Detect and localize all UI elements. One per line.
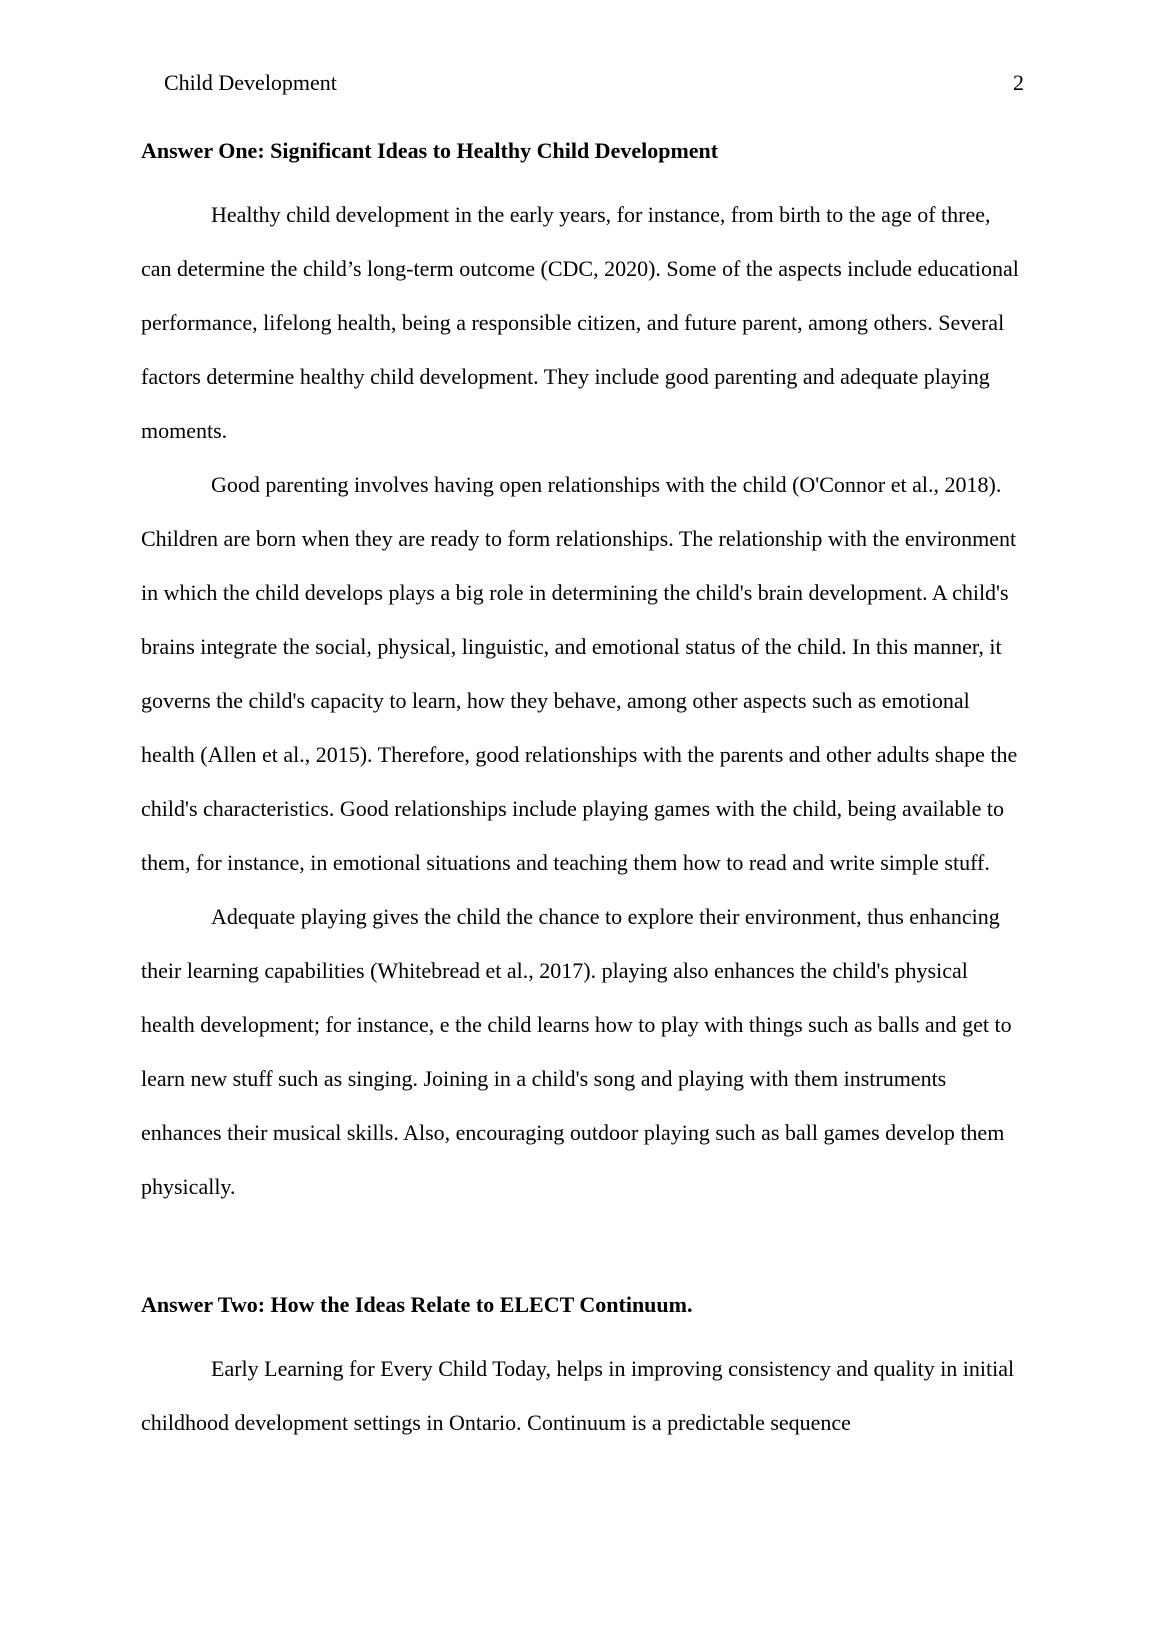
section-heading-answer-one: Answer One: Significant Ideas to Healthy Child Development (141, 138, 719, 163)
page-number: 2 (1013, 70, 1024, 95)
running-head: Child Development (164, 70, 337, 95)
document-body (141, 136, 1026, 1450)
paragraph: Good parenting involves having open relationships with the child (O'Connor et al., 2018). Children are born when they are ready to form relationships. The relationship with the environment in which the child develops plays a big role in determining the child's brain development. A child's brains integrate the social, physical, linguistic, and emotional status of the child. In this manner, it governs the child's capacity to learn, how they behave, among other aspects such as emotional health (Allen et al., 2015). Therefore, good relationships with the parents and other adults shape the child's characteristics. Good relationships include playing games with the child, being available to them, for instance, in emotional situations and teaching them how to read and write simple stuff. (141, 472, 1018, 875)
paragraph: Early Learning for Every Child Today, helps in improving consistency and quality in initial childhood development settings in Ontario. Continuum is a predictable sequence (141, 1356, 1015, 1435)
paragraph: Healthy child development in the early years, for instance, from birth to the age of three, can determine the child’s long-term outcome (CDC, 2020). Some of the aspects include educational performance, lifelong health, being a responsible citizen, and future parent, among others. Several factors determine healthy child development. They include good parenting and adequate playing moments. (141, 202, 1019, 443)
paragraph: Adequate playing gives the child the chance to explore their environment, thus enhancing their learning capabilities (Whitebread et al., 2017). playing also enhances the child's physical health development; for instance, e the child learns how to play with things such as balls and get to learn new stuff such as singing. Joining in a child's song and playing with them instruments enhances their musical skills. Also, encouraging outdoor playing such as ball games develop them physically. (141, 904, 1012, 1199)
section-heading-answer-two: Answer Two: How the Ideas Relate to ELECT Continuum. (141, 1292, 693, 1317)
